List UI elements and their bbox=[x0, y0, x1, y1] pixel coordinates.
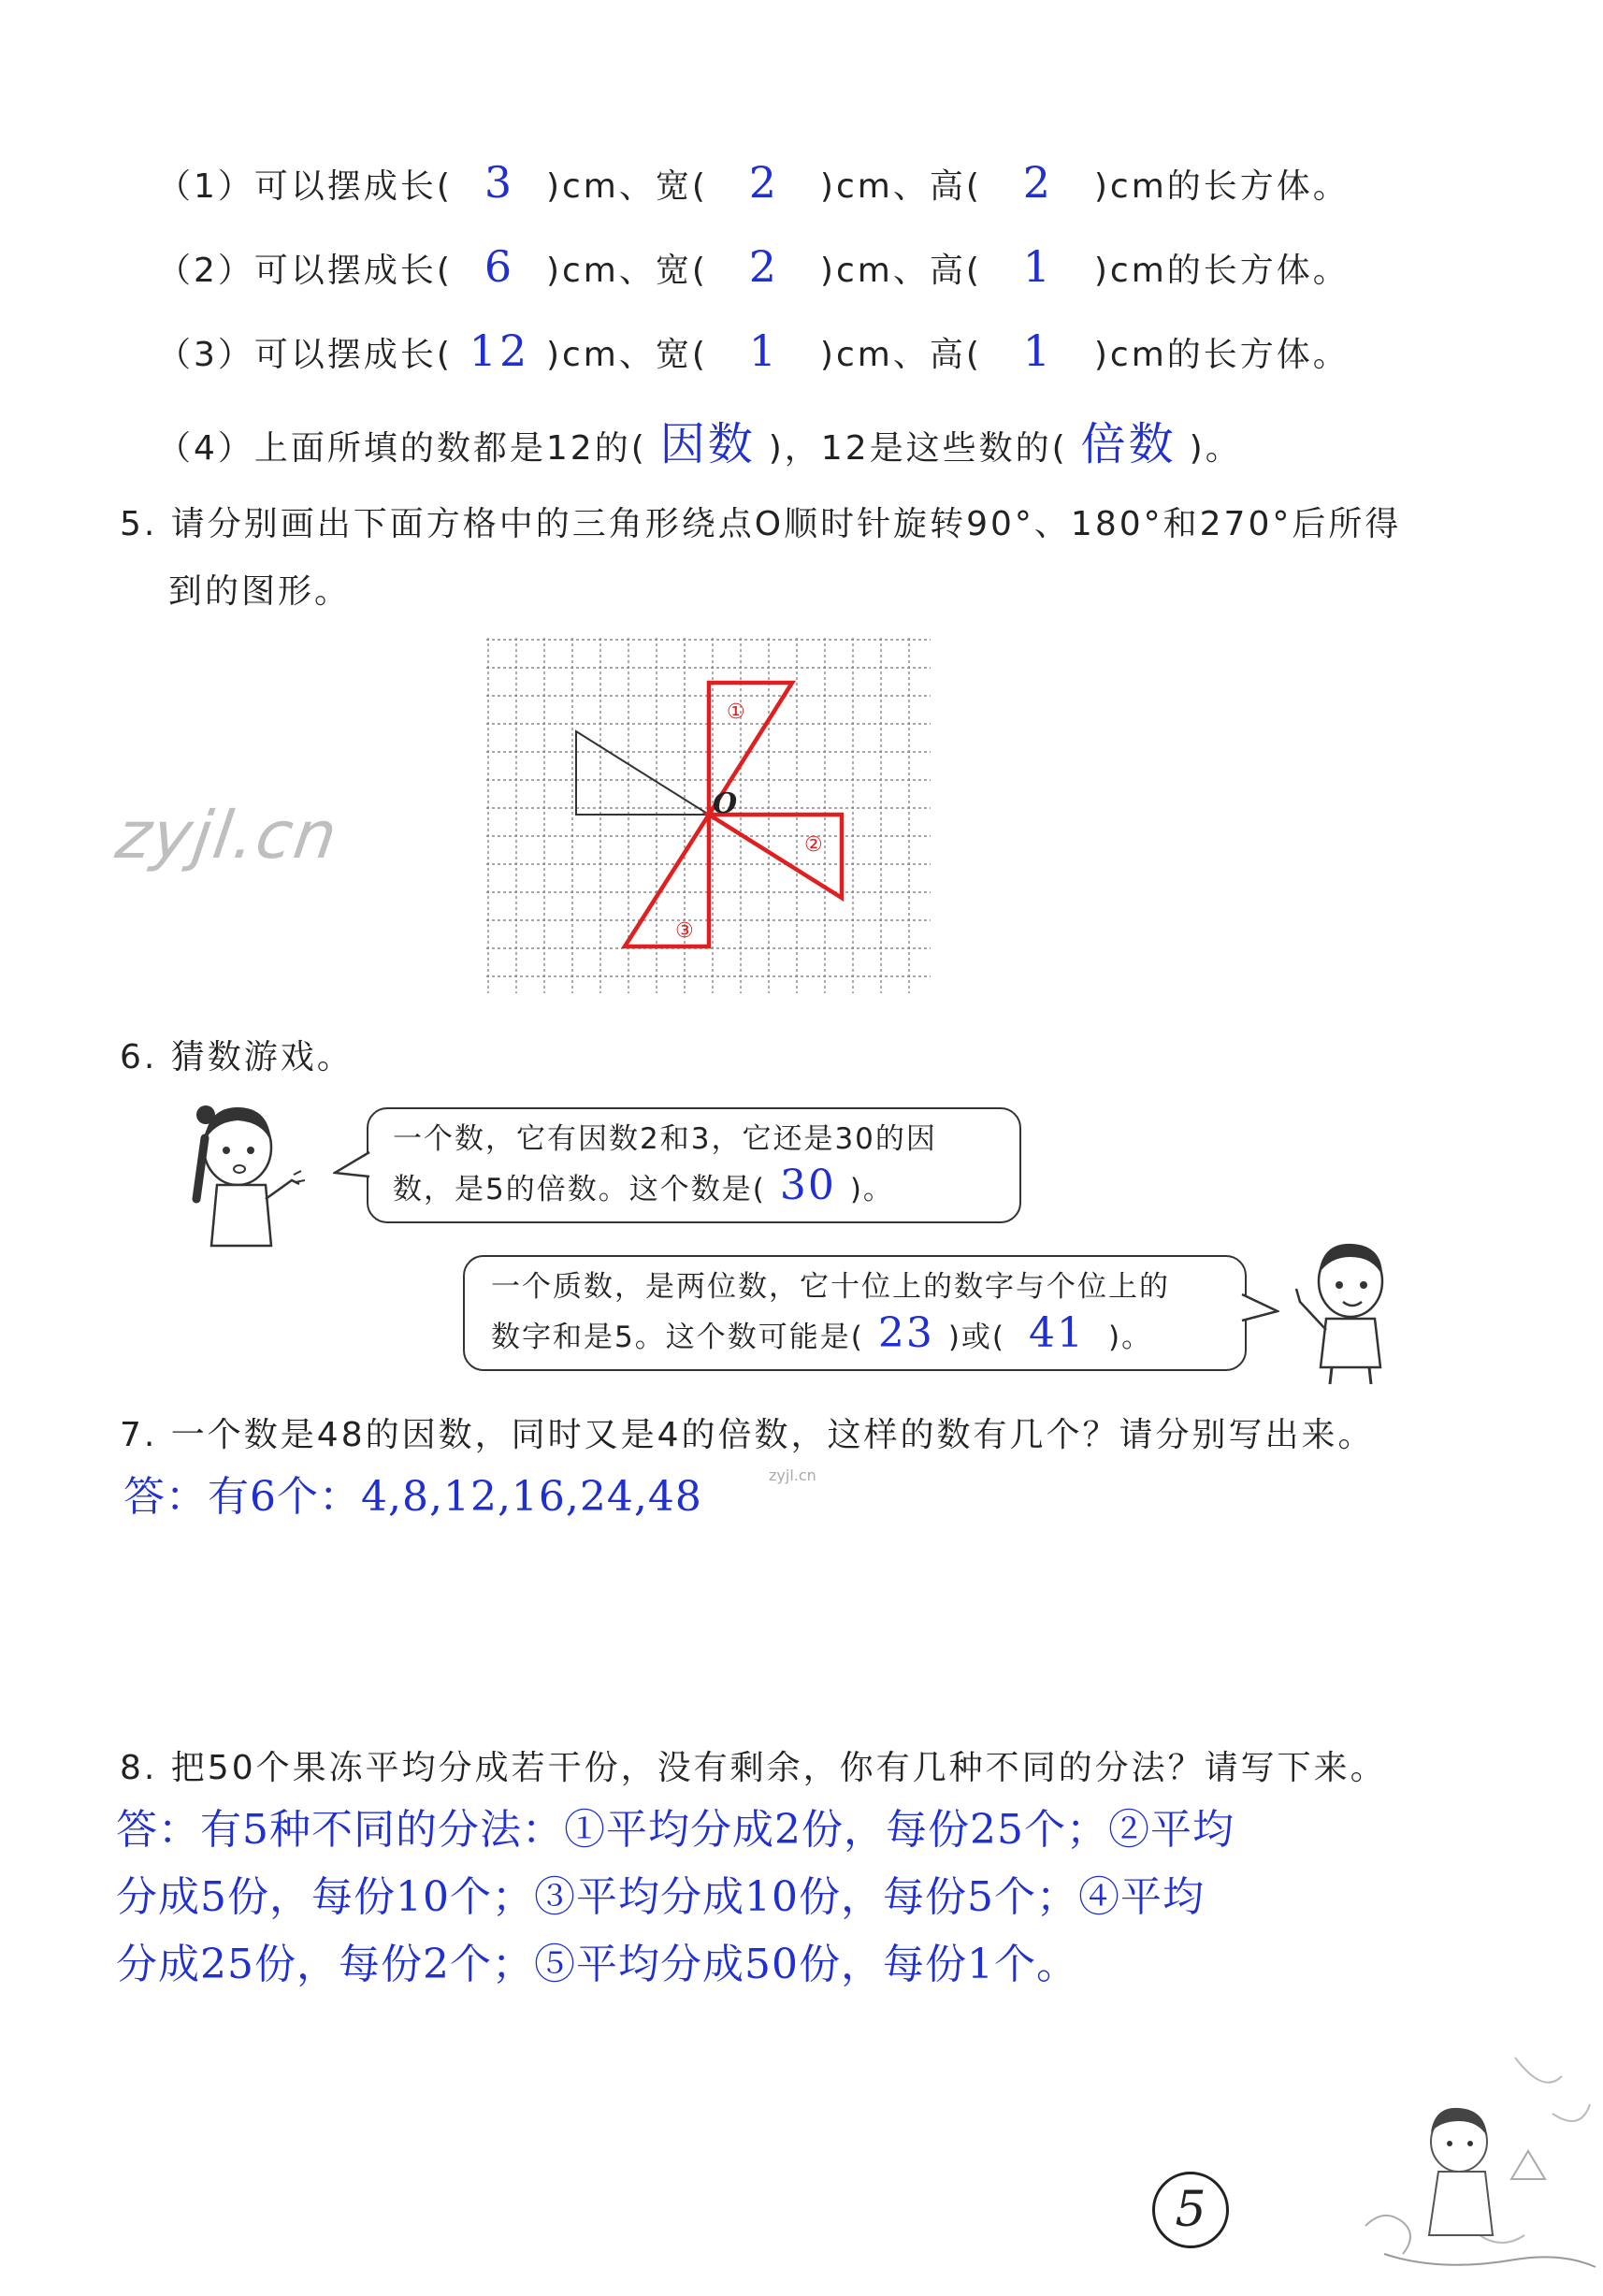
watermark-logo: zyjl.cn bbox=[111, 797, 343, 874]
bubble1-tail bbox=[333, 1148, 370, 1182]
q4-3-length-answer: 12 bbox=[469, 325, 530, 376]
q4-item-4: （4）上面所填的数都是12的( 因数 )，12是这些数的( 倍数 )。 bbox=[157, 408, 1242, 472]
bubble1-answer: 30 bbox=[779, 1162, 836, 1209]
q4-3-width-answer: 1 bbox=[748, 325, 780, 376]
point-o-label: O bbox=[713, 787, 738, 820]
q4-item-2: （2）可以摆成长( 6 )cm、宽( 2 )cm、高( 1 )cm的长方体。 bbox=[157, 241, 1350, 292]
bubble2-line1: 一个质数，是两位数，它十位上的数字与个位上的 bbox=[491, 1270, 1170, 1304]
bubble2-tail bbox=[1240, 1291, 1279, 1328]
q4-2-height-answer: 1 bbox=[1022, 241, 1053, 292]
boy-illustration-icon bbox=[1283, 1236, 1405, 1386]
original-triangle bbox=[576, 731, 709, 815]
bubble1-line2: 数，是5的倍数。这个数是( 30 )。 bbox=[393, 1162, 894, 1209]
speech-bubble-girl bbox=[367, 1107, 1021, 1223]
rotated-triangle-270 bbox=[625, 815, 709, 946]
corner-illustration-icon bbox=[1328, 2039, 1599, 2291]
bubble2-answer1: 23 bbox=[877, 1309, 934, 1357]
rotation-grid-figure bbox=[486, 638, 931, 993]
triangle-label-3: ③ bbox=[675, 919, 694, 943]
page-number: 5 bbox=[1152, 2172, 1229, 2248]
q4-item-3: （3）可以摆成长( 12 )cm、宽( 1 )cm、高( 1 )cm的长方体。 bbox=[157, 325, 1350, 376]
speech-bubble-boy bbox=[463, 1255, 1247, 1371]
bubble2-line2: 数字和是5。这个数可能是( 23 )或( 41 )。 bbox=[491, 1309, 1153, 1357]
small-watermark: zyjl.cn bbox=[769, 1466, 816, 1484]
q8-answer-line2: 分成5份，每份10个；③平均分成10份，每份5个；④平均 bbox=[116, 1873, 1205, 1921]
q5-text-line1: 5. 请分别画出下面方格中的三角形绕点O顺时针旋转90°、180°和270°后所得 bbox=[120, 505, 1402, 543]
q8-answer-line3: 分成25份，每份2个；⑤平均分成50份，每份1个。 bbox=[116, 1941, 1078, 1988]
q4-1-length-answer: 3 bbox=[484, 157, 515, 208]
q4-4-answer-multiple: 倍数 bbox=[1080, 418, 1177, 470]
q7-answer: 答：有6个：4,8,12,16,24,48 bbox=[123, 1473, 702, 1521]
bubble1-line1: 一个数，它有因数2和3，它还是30的因 bbox=[393, 1122, 937, 1156]
q4-4-answer-factor: 因数 bbox=[659, 418, 756, 470]
q7-text: 7. 一个数是48的因数，同时又是4的倍数，这样的数有几个？请分别写出来。 bbox=[120, 1416, 1375, 1454]
bubble2-answer2: 41 bbox=[1029, 1309, 1086, 1357]
q4-2-length-answer: 6 bbox=[484, 241, 515, 292]
triangle-label-1: ① bbox=[727, 700, 745, 724]
triangle-label-2: ② bbox=[804, 833, 823, 857]
q4-3-height-answer: 1 bbox=[1022, 325, 1053, 376]
q8-answer-line1: 答：有5种不同的分法：①平均分成2份，每份25个；②平均 bbox=[116, 1806, 1235, 1854]
q5-text-line2: 到的图形。 bbox=[168, 572, 352, 611]
q4-1-width-answer: 2 bbox=[748, 157, 780, 208]
q8-text: 8. 把50个果冻平均分成若干份，没有剩余，你有几种不同的分法？请写下来。 bbox=[120, 1749, 1387, 1787]
q4-2-width-answer: 2 bbox=[748, 241, 780, 292]
q4-item-1: （1）可以摆成长( 3 )cm、宽( 2 )cm、高( 2 )cm的长方体。 bbox=[157, 157, 1350, 208]
q6-title: 6. 猜数游戏。 bbox=[120, 1038, 354, 1076]
q4-1-height-answer: 2 bbox=[1022, 157, 1053, 208]
girl-illustration-icon bbox=[180, 1096, 320, 1255]
